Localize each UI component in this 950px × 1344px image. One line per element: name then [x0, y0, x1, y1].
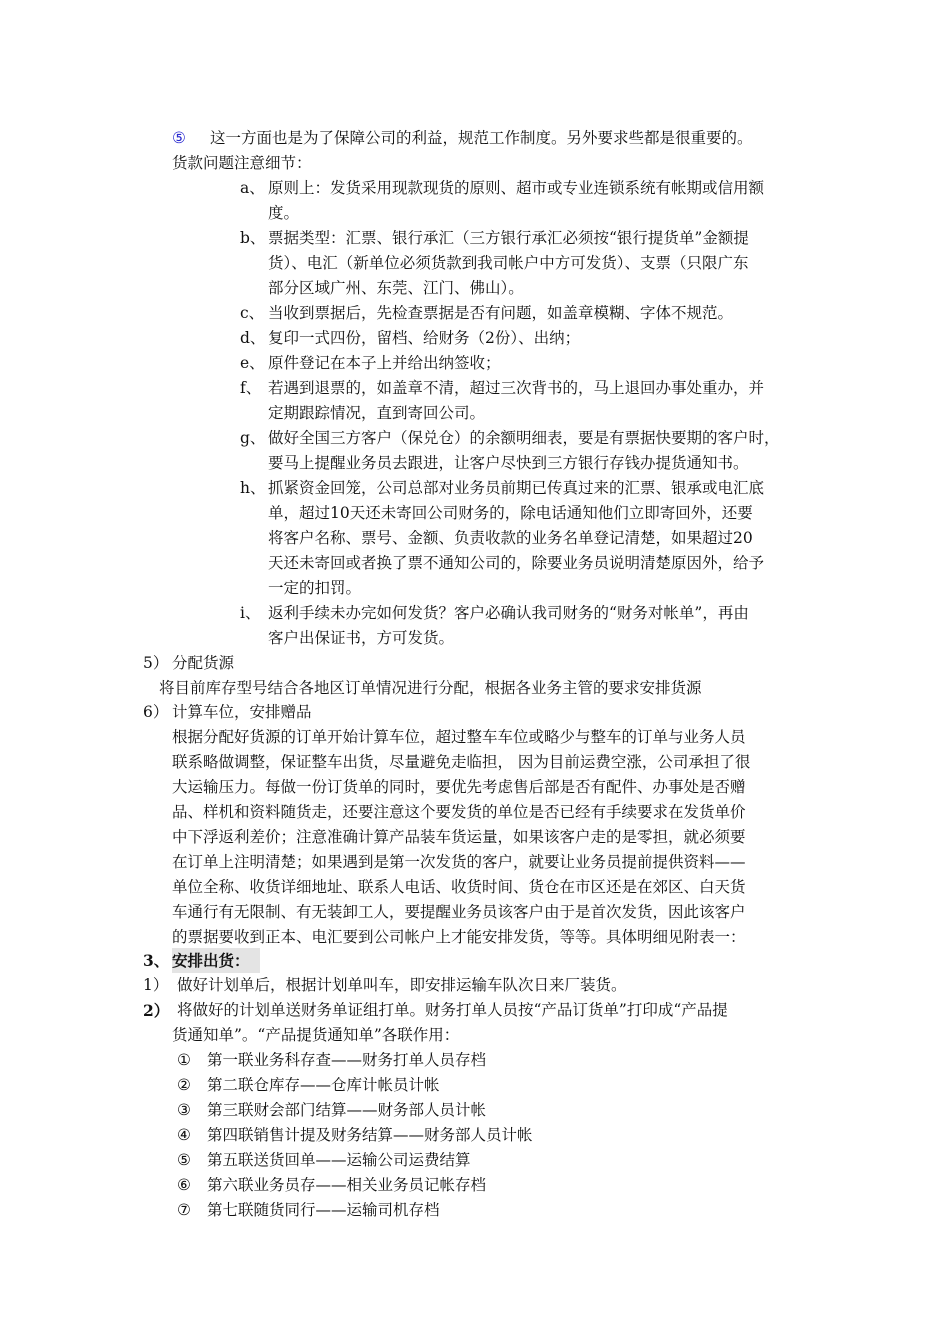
list-marker: h、 [240, 479, 266, 497]
copy-description: 第七联随货同行——运输司机存档 [207, 1201, 440, 1219]
item-2-text-cont: 货通知单”。“产品提货通知单”各联作用： [172, 1026, 460, 1044]
list-marker: i、 [240, 604, 261, 622]
section-6-body [172, 725, 750, 950]
section-6-body-line: 联系略做调整，保证整车出货，尽量避免走临担， 因为目前运费空涨，公司承担了很 [172, 753, 751, 771]
item-1-text: 做好计划单后，根据计划单叫车，即安排运输车队次日来厂装货。 [177, 976, 627, 994]
list-item-line: 原则上：发货采用现款现货的原则、超市或专业连锁系统有帐期或信用额 [268, 179, 765, 197]
copy-description: 第六联业务员存——相关业务员记帐存档 [207, 1176, 487, 1194]
section-6-body-line: 的票据要收到正本、电汇要到公司帐户上才能安排发货，等等。具体明细见附表一： [172, 928, 746, 946]
copy-circled-number: ① [177, 1051, 191, 1069]
list-item-line: 原件登记在本子上并给出纳签收； [268, 354, 501, 372]
list-item-line: 做好全国三方客户（保兑仓）的余额明细表，要是有票据快要期的客户时， [268, 429, 780, 447]
list-item-line: 将客户名称、票号、金额、负责收款的业务名单登记清楚，如果超过20 [268, 529, 753, 547]
list-item-line: 抓紧资金回笼，公司总部对业务员前期已传真过来的汇票、银承或电汇底 [268, 479, 765, 497]
list-item-line: 复印一式四份，留档、给财务（2份）、出纳； [268, 329, 581, 347]
section-3-number: 3、 [143, 951, 170, 970]
copy-circled-number: ⑥ [177, 1176, 191, 1194]
item-1-number: 1） [143, 976, 169, 994]
copy-circled-number: ⑤ [177, 1151, 191, 1169]
list-item-line: 当收到票据后，先检查票据是否有问题，如盖章模糊、字体不规范。 [268, 304, 734, 322]
section-6-number: 6） [143, 703, 169, 721]
copy-description: 第一联业务科存查——财务打单人员存档 [207, 1051, 487, 1069]
item-2-text: 将做好的计划单送财务单证组打单。财务打单人员按“产品订货单”打印成“产品提 [177, 1001, 728, 1019]
copy-circled-number: ④ [177, 1126, 191, 1144]
section-6-body-line: 车通行有无限制、有无装卸工人，要提醒业务员该客户由于是首次发货，因此该客户 [172, 903, 746, 921]
section-6-body-line: 大运输压力。每做一份订货单的同时，要优先考虑售后部是否有配件、办事处是否赠 [172, 778, 746, 796]
list-item-line: 单，超过10天还未寄回公司财务的，除电话通知他们立即寄回外，还要 [268, 504, 753, 522]
list-item-line: 一定的扣罚。 [268, 579, 362, 597]
copy-circled-number: ⑦ [177, 1201, 191, 1219]
list-marker: c、 [240, 304, 265, 322]
section-5-number: 5） [143, 654, 169, 672]
list-marker: a、 [240, 179, 265, 197]
list-marker: e、 [240, 354, 265, 372]
circle-5-glyph: ⑤ [172, 129, 186, 147]
copy-circled-number: ② [177, 1076, 191, 1094]
copy-description: 第二联仓库存——仓库计帐员计帐 [207, 1076, 440, 1094]
section-6-body-line: 品、样机和资料随货走，还要注意这个要发货的单位是否已经有手续要求在发货单价 [172, 803, 746, 821]
list-marker: g、 [240, 429, 266, 447]
intro-line-2: 货款问题注意细节： [172, 154, 312, 172]
list-item-line: 要马上提醒业务员去跟进，让客户尽快到三方银行存钱办提货通知书。 [268, 454, 749, 472]
list-item-line: 票据类型：汇票、银行承汇（三方银行承汇必须按“银行提货单”金额提 [268, 229, 749, 247]
list-item-line: 度。 [268, 204, 300, 222]
section-5-body: 将目前库存型号结合各地区订单情况进行分配，根据各业务主管的要求安排货源 [159, 679, 702, 697]
item-2-number: 2） [143, 1001, 170, 1020]
intro-line-1: 这一方面也是为了保障公司的利益，规范工作制度。另外要求些都是很重要的。 [210, 129, 753, 147]
section-6-body-line: 中下浮返利差价；注意准确计算产品装车货运量，如果该客户走的是零担，就必须要 [172, 828, 746, 846]
section-6-body-line: 单位全称、收货详细地址、联系人电话、收货时间、货仓在市区还是在郊区、白天货 [172, 878, 746, 896]
copy-description: 第五联送货回单——运输公司运费结算 [207, 1151, 471, 1169]
copy-circled-number: ③ [177, 1101, 191, 1119]
list-marker: d、 [240, 329, 266, 347]
list-marker: b、 [240, 229, 266, 247]
copy-description: 第四联销售计提及财务结算——财务部人员计帐 [207, 1126, 533, 1144]
circled-number-5 [172, 126, 186, 151]
section-6-title: 计算车位，安排赠品 [172, 703, 312, 721]
list-item-line: 返利手续未办完如何发货？客户必确认我司财务的“财务对帐单”，再由 [268, 604, 749, 622]
list-marker: f、 [240, 379, 262, 397]
list-item-line: 货）、电汇（新单位必须货款到我司帐户中方可发货）、支票（只限广东 [268, 254, 749, 272]
section-5-title: 分配货源 [172, 654, 235, 672]
section-3-title: 安排出货： [172, 948, 260, 973]
list-item-line: 定期跟踪情况，直到寄回公司。 [268, 404, 486, 422]
list-item-line: 若遇到退票的，如盖章不清，超过三次背书的，马上退回办事处重办，并 [268, 379, 765, 397]
copy-description: 第三联财会部门结算——财务部人员计帐 [207, 1101, 487, 1119]
section-6-body-line: 根据分配好货源的订单开始计算车位，超过整车车位或略少与整车的订单与业务人员 [172, 728, 746, 746]
list-item-line: 天还未寄回或者换了票不通知公司的，除要业务员说明清楚原因外，给予 [268, 554, 765, 572]
list-item-line: 部分区域广州、东莞、江门、佛山）。 [268, 279, 524, 297]
list-item-line: 客户出保证书，方可发货。 [268, 629, 455, 647]
section-6-body-line: 在订单上注明清楚；如果遇到是第一次发货的客户，就要让业务员提前提供资料—— [172, 853, 746, 871]
